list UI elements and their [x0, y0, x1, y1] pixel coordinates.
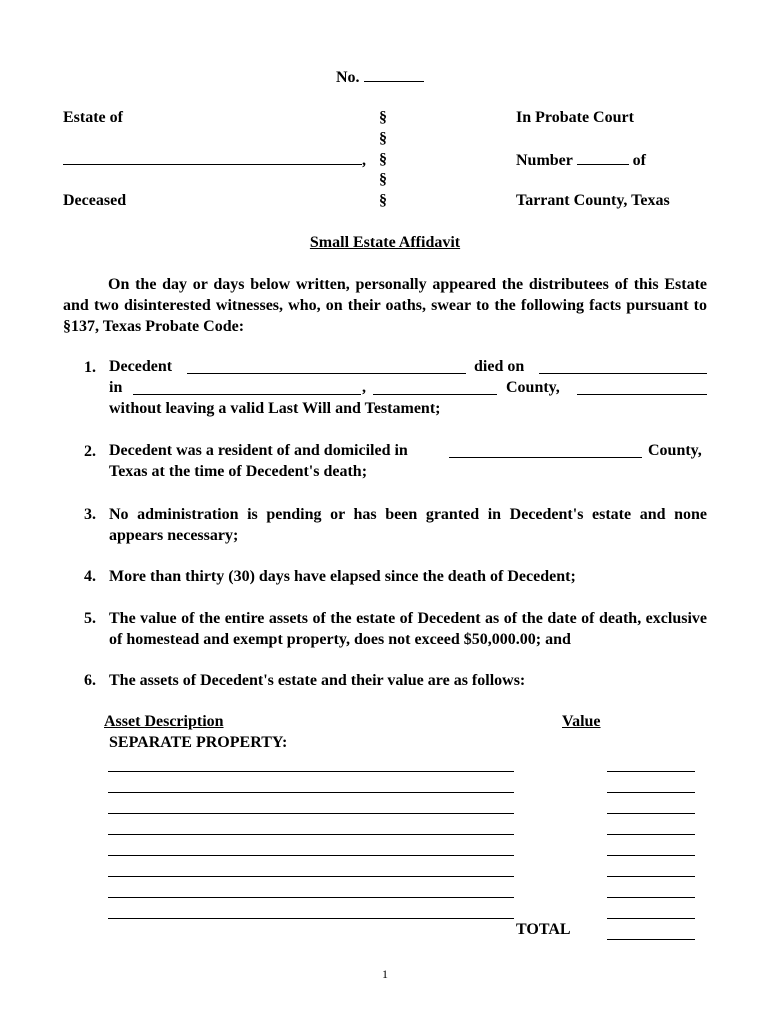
- asset-value-line[interactable]: [607, 918, 695, 919]
- value-header: Value: [562, 713, 601, 730]
- court-number: Number of: [516, 149, 646, 171]
- asset-value-line[interactable]: [607, 876, 695, 877]
- item-6-text: The assets of Decedent's estate and their value are as follows:: [109, 672, 526, 689]
- item-number: 1.: [84, 359, 96, 376]
- asset-description-line[interactable]: [108, 834, 514, 835]
- asset-description-line[interactable]: [108, 813, 514, 814]
- asset-description-line[interactable]: [108, 876, 514, 877]
- item-1-decedent-label: Decedent: [109, 358, 173, 375]
- asset-description-line[interactable]: [108, 897, 514, 898]
- case-number: No.: [336, 66, 424, 88]
- asset-value-line[interactable]: [607, 834, 695, 835]
- asset-value-line[interactable]: [607, 855, 695, 856]
- item-number: 4.: [84, 568, 96, 585]
- section-sign: §: [379, 171, 387, 188]
- asset-description-header: Asset Description: [104, 713, 224, 730]
- asset-value-line[interactable]: [607, 813, 695, 814]
- item-3-text: No administration is pending or has been granted in Decedent's estate and none appears necessary;: [109, 506, 707, 544]
- item-number: 2.: [84, 443, 96, 460]
- total-label: TOTAL: [516, 921, 571, 938]
- asset-value-line[interactable]: [607, 897, 695, 898]
- page-number: 1: [382, 967, 388, 981]
- item-1-county-label: County,: [506, 379, 560, 396]
- court-number-blank[interactable]: [577, 149, 629, 165]
- item-5-text: The value of the entire assets of the estate of Decedent as of the date of death, exclusive of homestead and exempt property, does not exceed $50,000.00; and: [109, 610, 707, 648]
- asset-description-line[interactable]: [108, 855, 514, 856]
- asset-value-line[interactable]: [607, 792, 695, 793]
- item-2-text: Decedent was a resident of and domiciled in: [109, 442, 408, 459]
- item-1-died-on-label: died on: [474, 358, 525, 375]
- county-of-death-field[interactable]: [373, 394, 497, 395]
- item-1-comma: ,: [362, 379, 366, 396]
- asset-description-line[interactable]: [108, 792, 514, 793]
- total-value-line[interactable]: [607, 939, 695, 940]
- asset-value-line[interactable]: [607, 771, 695, 772]
- page-title: Small Estate Affidavit: [309, 234, 461, 251]
- asset-description-line[interactable]: [108, 771, 514, 772]
- item-1-tail: without leaving a valid Last Will and Testament;: [109, 400, 441, 417]
- item-1-in-label: in: [109, 379, 123, 396]
- item-number: 5.: [84, 610, 96, 627]
- decedent-name-line: ,: [63, 149, 366, 171]
- intro-paragraph: On the day or days below written, personally appeared the distributees of this Estate and two disinterested witnesses, who, on their oaths, swear to the following facts pursuant to §137, Texas Probate Code:: [63, 276, 707, 335]
- state-of-death-field[interactable]: [577, 394, 707, 395]
- item-2-tail: Texas at the time of Decedent's death;: [109, 463, 368, 480]
- section-sign: §: [379, 192, 387, 209]
- section-sign: §: [379, 109, 387, 126]
- item-number: 6.: [84, 672, 96, 689]
- domicile-county-field[interactable]: [449, 457, 642, 458]
- decedent-name-field[interactable]: [187, 373, 466, 374]
- item-number: 3.: [84, 506, 96, 523]
- case-number-blank[interactable]: [364, 66, 424, 82]
- deceased-label: Deceased: [63, 192, 127, 209]
- county-label: Tarrant County, Texas: [516, 192, 670, 209]
- city-of-death-field[interactable]: [133, 394, 361, 395]
- item-4-text: More than thirty (30) days have elapsed since the death of Decedent;: [109, 568, 576, 585]
- section-sign: §: [379, 151, 387, 168]
- decedent-name-blank[interactable]: [63, 149, 362, 165]
- section-sign: §: [379, 130, 387, 147]
- separate-property-label: SEPARATE PROPERTY:: [109, 734, 288, 751]
- asset-description-line[interactable]: [108, 918, 514, 919]
- date-of-death-field[interactable]: [539, 373, 707, 374]
- court-label: In Probate Court: [516, 109, 634, 126]
- estate-of-label: Estate of: [63, 109, 123, 126]
- item-2-county-label: County,: [648, 442, 702, 459]
